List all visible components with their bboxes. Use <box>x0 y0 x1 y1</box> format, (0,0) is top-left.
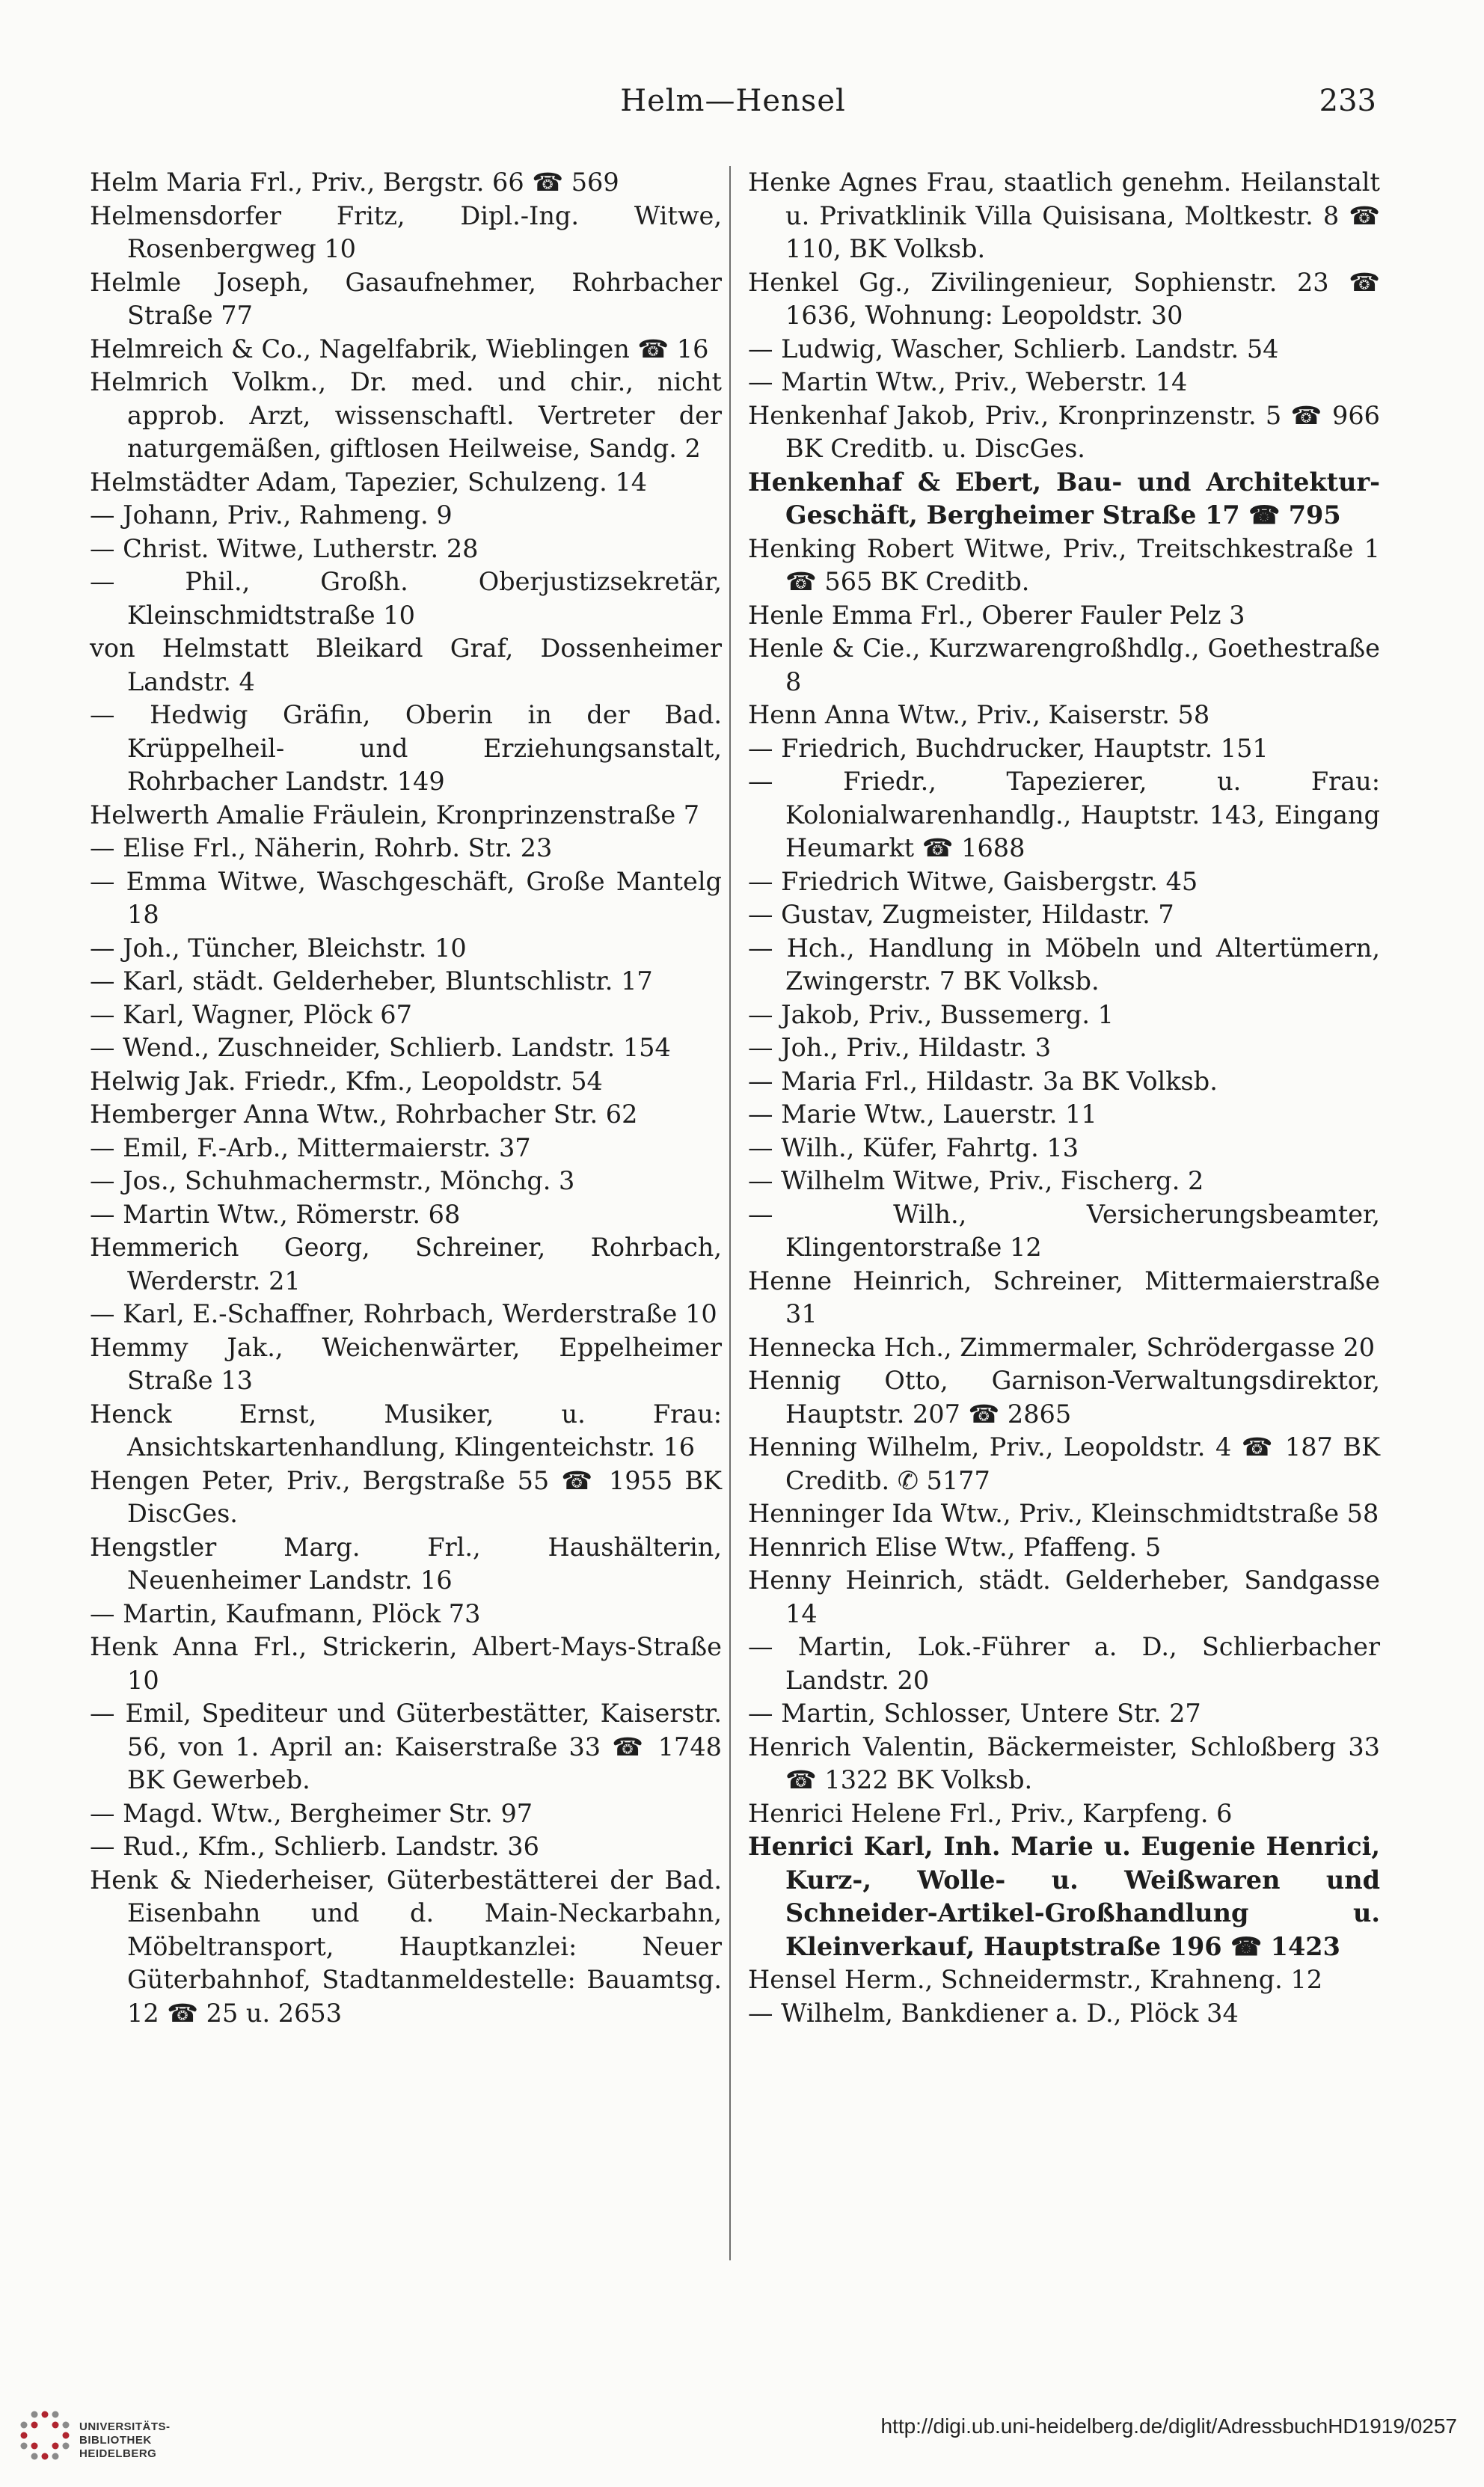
directory-entry: Helmstädter Adam, Tapezier, Schulzeng. 14 <box>90 467 648 497</box>
directory-entry: — Wilh., Versicherungsbeamter, Klingentorstraße 12 <box>748 1199 1380 1262</box>
directory-entry: — Hch., Handlung in Möbeln und Altertümern, Zwingerstr. 7 BK Volksb. <box>748 933 1380 996</box>
directory-entry: Hensel Herm., Schneidermstr., Krahneng. 12 <box>748 1965 1323 1994</box>
directory-entry: Hennrich Elise Wtw., Pfaffeng. 5 <box>748 1532 1162 1562</box>
directory-entry: Henrici Helene Frl., Priv., Karpfeng. 6 <box>748 1798 1233 1828</box>
directory-entry: — Magd. Wtw., Bergheimer Str. 97 <box>90 1798 533 1828</box>
directory-entry: Helmrich Volkm., Dr. med. und chir., nicht approb. Arzt, wissenschaftl. Vertreter der naturgemäßen, giftlosen Heilweise, Sandg. 2 <box>90 367 722 463</box>
directory-entry: — Emma Witwe, Waschgeschäft, Große Mantelg 18 <box>90 866 722 929</box>
directory-entry: Hennecka Hch., Zimmermaler, Schrödergasse 20 <box>748 1332 1376 1362</box>
directory-entry: Helmensdorfer Fritz, Dipl.-Ing. Witwe, Rosenbergweg 10 <box>90 200 722 263</box>
directory-entry: Helmreich & Co., Nagelfabrik, Wieblingen ☎ 16 <box>90 334 709 364</box>
directory-entry: — Martin Wtw., Römerstr. 68 <box>90 1199 461 1229</box>
directory-entry: — Joh., Priv., Hildastr. 3 <box>748 1033 1052 1062</box>
directory-entry: — Wilhelm Witwe, Priv., Fischerg. 2 <box>748 1166 1204 1195</box>
directory-entry: Henne Heinrich, Schreiner, Mittermaierstraße 31 <box>748 1266 1380 1328</box>
directory-entry: Henck Ernst, Musiker, u. Frau: Ansichtskartenhandlung, Klingenteichstr. 16 <box>90 1399 722 1462</box>
directory-entry: — Martin, Kaufmann, Plöck 73 <box>90 1598 481 1628</box>
directory-entry: Hengen Peter, Priv., Bergstraße 55 ☎ 1955 BK DiscGes. <box>90 1465 722 1528</box>
directory-entry: Henn Anna Wtw., Priv., Kaiserstr. 58 <box>748 700 1210 729</box>
directory-entry: — Jakob, Priv., Bussemerg. 1 <box>748 999 1114 1029</box>
directory-entry: — Elise Frl., Näherin, Rohrb. Str. 23 <box>90 833 553 862</box>
directory-entry: — Jos., Schuhmachermstr., Mönchg. 3 <box>90 1166 575 1195</box>
directory-entry: — Emil, Spediteur und Güterbestätter, Kaiserstr. 56, von 1. April an: Kaiserstraße 33 ☎ 1748 BK Gewerbeb. <box>90 1699 722 1794</box>
directory-entry: Henk Anna Frl., Strickerin, Albert-Mays-Straße 10 <box>90 1632 722 1695</box>
directory-entry: Helmle Joseph, Gasaufnehmer, Rohrbacher Straße 77 <box>90 267 722 330</box>
page-number: 233 <box>1319 84 1376 118</box>
directory-entry: Henk & Niederheiser, Güterbestätterei der Bad. Eisenbahn und d. Main-Neckarbahn, Möbeltransport, Hauptkanzlei: Neuer Güterbahnhof, Stadtanmeldestelle: Bauamtsg. 12 ☎ 25 u. 2653 <box>90 1865 722 2028</box>
directory-entry: Hemmy Jak., Weichenwärter, Eppelheimer Straße 13 <box>90 1332 722 1395</box>
directory-entry: Henking Robert Witwe, Priv., Treitschkestraße 1 ☎ 565 BK Creditb. <box>748 533 1380 596</box>
directory-entry: — Christ. Witwe, Lutherstr. 28 <box>90 533 479 563</box>
directory-entry: — Phil., Großh. Oberjustizsekretär, Kleinschmidtstraße 10 <box>90 567 722 630</box>
directory-entry: — Marie Wtw., Lauerstr. 11 <box>748 1100 1097 1129</box>
directory-entry: Helwerth Amalie Fräulein, Kronprinzenstraße 7 <box>90 800 700 829</box>
directory-entry: — Rud., Kfm., Schlierb. Landstr. 36 <box>90 1832 539 1861</box>
directory-entry: Helm Maria Frl., Priv., Bergstr. 66 ☎ 569 <box>90 168 619 197</box>
directory-entry: — Wilhelm, Bankdiener a. D., Plöck 34 <box>748 1998 1239 2028</box>
directory-entry: Hemmerich Georg, Schreiner, Rohrbach, Werderstr. 21 <box>90 1233 722 1295</box>
directory-entry-advert: Henkenhaf & Ebert, Bau- und Architektur-Geschäft, Bergheimer Straße 17 ☎ 795 <box>748 467 1380 530</box>
library-logo-icon <box>16 2407 73 2464</box>
logo-line-2: BIBLIOTHEK <box>79 2434 152 2447</box>
directory-entry: — Karl, Wagner, Plöck 67 <box>90 999 412 1029</box>
directory-entry: Henrich Valentin, Bäckermeister, Schloßberg 33 ☎ 1322 BK Volksb. <box>748 1732 1380 1794</box>
directory-entry: — Martin, Lok.-Führer a. D., Schlierbacher Landstr. 20 <box>748 1632 1380 1695</box>
right-column <box>748 166 1380 2030</box>
directory-entry: von Helmstatt Bleikard Graf, Dossenheimer Landstr. 4 <box>90 634 722 696</box>
directory-entry: — Friedr., Tapezierer, u. Frau: Kolonialwarenhandlg., Hauptstr. 143, Eingang Heumarkt ☎ 1688 <box>748 767 1380 862</box>
directory-entry: Henny Heinrich, städt. Gelderheber, Sandgasse 14 <box>748 1566 1380 1628</box>
directory-entry: — Wend., Zuschneider, Schlierb. Landstr. 154 <box>90 1033 671 1062</box>
directory-entry: Henle & Cie., Kurzwarengroßhdlg., Goethestraße 8 <box>748 634 1380 696</box>
directory-entry: — Gustav, Zugmeister, Hildastr. 7 <box>748 900 1174 929</box>
directory-entry: Henke Agnes Frau, staatlich genehm. Heilanstalt u. Privatklinik Villa Quisisana, Moltkestr. 8 ☎ 110, BK Volksb. <box>748 168 1380 263</box>
running-head-title: Helm—Hensel <box>620 84 846 118</box>
directory-entry: — Emil, F.-Arb., Mittermaierstr. 37 <box>90 1132 531 1162</box>
directory-entry: Helwig Jak. Friedr., Kfm., Leopoldstr. 54 <box>90 1066 603 1096</box>
directory-entry: — Johann, Priv., Rahmeng. 9 <box>90 500 453 530</box>
directory-entry: — Joh., Tüncher, Bleichstr. 10 <box>90 933 467 963</box>
directory-entry: — Hedwig Gräfin, Oberin in der Bad. Krüppelheil- und Erziehungsanstalt, Rohrbacher Landstr. 149 <box>90 700 722 796</box>
directory-entry: — Wilh., Küfer, Fahrtg. 13 <box>748 1132 1079 1162</box>
directory-entry: — Friedrich Witwe, Gaisbergstr. 45 <box>748 866 1198 896</box>
source-url: http://digi.ub.uni-heidelberg.de/diglit/AdressbuchHD1919/0257 <box>880 2414 1457 2438</box>
directory-entry-advert: Henrici Karl, Inh. Marie u. Eugenie Henrici, Kurz-, Wolle- u. Weißwaren und Schneider-Artikel-Großhandlung u. Kleinverkauf, Hauptstraße 196 ☎ 1423 <box>748 1832 1380 1961</box>
directory-entry: Hemberger Anna Wtw., Rohrbacher Str. 62 <box>90 1100 638 1129</box>
left-column <box>90 166 722 2030</box>
directory-entry: — Martin Wtw., Priv., Weberstr. 14 <box>748 367 1188 396</box>
logo-line-1: UNIVERSITÄTS- <box>79 2420 171 2433</box>
directory-entry: — Maria Frl., Hildastr. 3a BK Volksb. <box>748 1066 1218 1096</box>
directory-entry: Henninger Ida Wtw., Priv., Kleinschmidtstraße 58 <box>748 1499 1379 1528</box>
directory-entry: — Ludwig, Wascher, Schlierb. Landstr. 54 <box>748 334 1279 364</box>
directory-entry: — Friedrich, Buchdrucker, Hauptstr. 151 <box>748 733 1269 763</box>
directory-entry: Henkenhaf Jakob, Priv., Kronprinzenstr. 5 ☎ 966 BK Creditb. u. DiscGes. <box>748 400 1380 463</box>
column-divider <box>729 166 731 2260</box>
directory-entry: Henkel Gg., Zivilingenieur, Sophienstr. 23 ☎ 1636, Wohnung: Leopoldstr. 30 <box>748 267 1380 330</box>
directory-entry: — Martin, Schlosser, Untere Str. 27 <box>748 1699 1201 1728</box>
directory-entry: — Karl, E.-Schaffner, Rohrbach, Werderstraße 10 <box>90 1299 717 1328</box>
directory-entry: — Karl, städt. Gelderheber, Bluntschlistr. 17 <box>90 966 653 996</box>
directory-entry: Henning Wilhelm, Priv., Leopoldstr. 4 ☎ 187 BK Creditb. ✆ 5177 <box>748 1432 1380 1495</box>
page-header <box>90 84 1376 129</box>
directory-entry: Henle Emma Frl., Oberer Fauler Pelz 3 <box>748 600 1245 630</box>
logo-line-3: HEIDELBERG <box>79 2447 157 2460</box>
directory-entry: Hengstler Marg. Frl., Haushälterin, Neuenheimer Landstr. 16 <box>90 1532 722 1595</box>
library-logo <box>16 2407 203 2467</box>
directory-entry: Hennig Otto, Garnison-Verwaltungsdirektor, Hauptstr. 207 ☎ 2865 <box>748 1366 1380 1429</box>
